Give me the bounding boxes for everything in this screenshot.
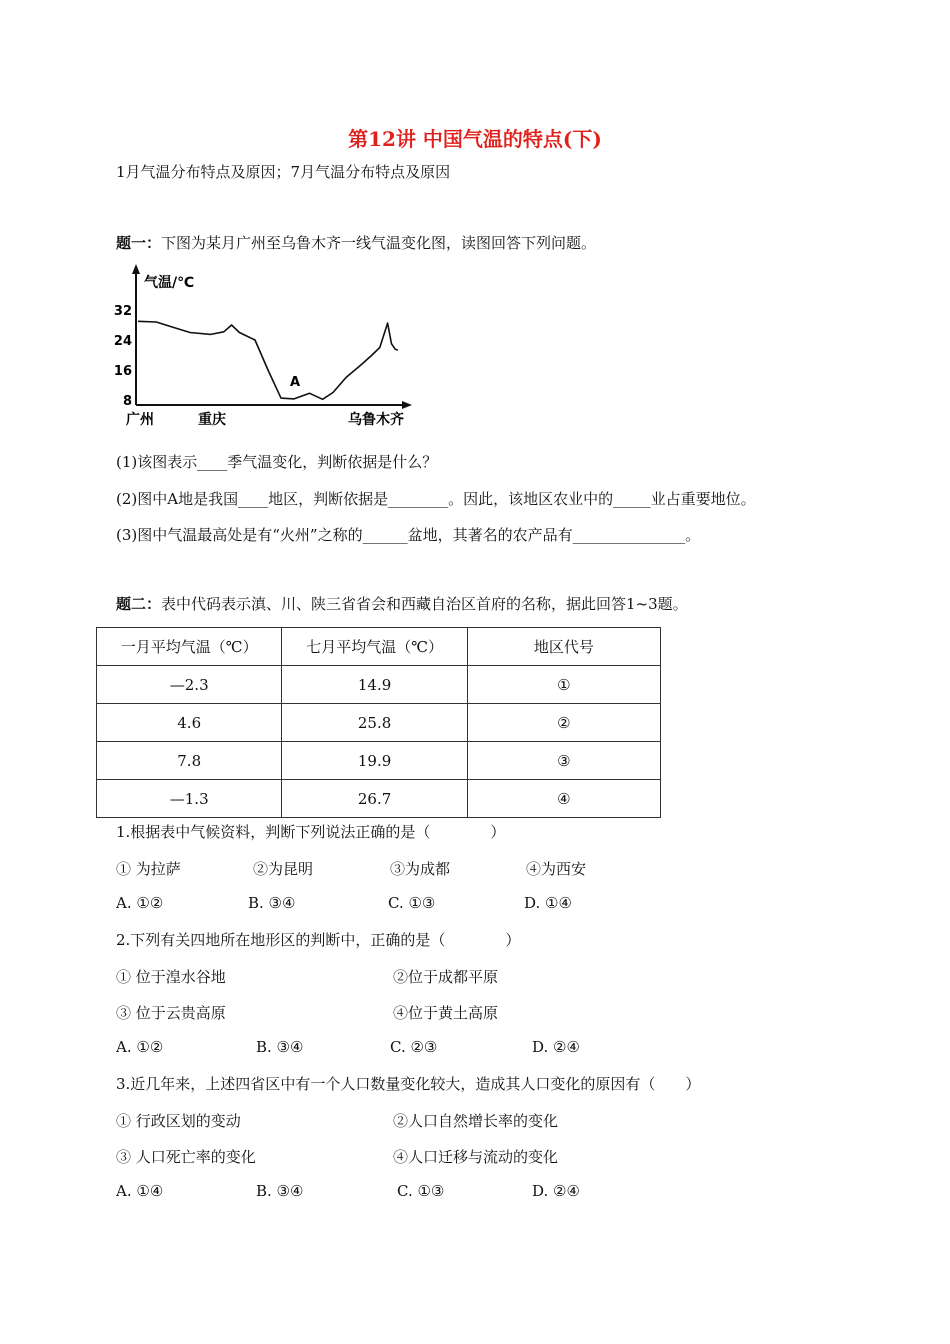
table-cell: —1.3 xyxy=(97,780,282,818)
item-3-statement: ③ 人口死亡率的变化 xyxy=(116,1148,256,1166)
item-2-choice-c[interactable]: C. ②③ xyxy=(390,1038,438,1056)
item-1-statement: ④为西安 xyxy=(526,860,587,878)
table-cell: ④ xyxy=(467,780,660,818)
item-3-choice-d[interactable]: D. ②④ xyxy=(532,1182,580,1200)
table-row xyxy=(97,742,661,780)
climate-table xyxy=(96,627,661,818)
table-header: 一月平均气温（℃） xyxy=(97,628,282,666)
item-1-choice-d[interactable]: D. ①④ xyxy=(524,894,572,912)
temperature-line xyxy=(138,321,398,399)
x-label-chongqing: 重庆 xyxy=(198,412,226,428)
table-cell: ① xyxy=(467,666,660,704)
table-header: 地区代号 xyxy=(467,628,660,666)
point-a-label: A xyxy=(290,375,301,390)
item-2-statement: ④位于黄土高原 xyxy=(393,1004,499,1022)
table-cell: 25.8 xyxy=(282,704,467,742)
y-tick-label: 16 xyxy=(113,364,132,379)
item-1-statement: ① 为拉萨 xyxy=(116,860,181,878)
intro-text: 1月气温分布特点及原因；7月气温分布特点及原因 xyxy=(116,163,451,181)
item-1-choice-c[interactable]: C. ①③ xyxy=(388,894,436,912)
table-cell: 19.9 xyxy=(282,742,467,780)
item-2-statement: ① 位于湟水谷地 xyxy=(116,968,226,986)
item-3-choice-a[interactable]: A. ①④ xyxy=(116,1182,164,1200)
table-cell: 7.8 xyxy=(97,742,282,780)
question-1-sub-3: (3)图中气温最高处是有“火州”之称的______盆地，其著名的农产品有_______________。 xyxy=(116,526,701,544)
y-axis-arrow xyxy=(132,264,140,274)
item-3-statement: ① 行政区划的变动 xyxy=(116,1112,241,1130)
x-label-urumqi: 乌鲁木齐 xyxy=(348,412,404,428)
question-2-stem xyxy=(116,594,688,614)
item-2-statement: ②位于成都平原 xyxy=(393,968,499,986)
table-row xyxy=(97,666,661,704)
question-2-label: 题二： xyxy=(116,595,162,613)
y-tick-label: 24 xyxy=(113,334,132,349)
item-1-stem: 1.根据表中气候资料，判断下列说法正确的是（ ） xyxy=(116,823,506,841)
item-1-statement: ③为成都 xyxy=(390,860,451,878)
question-1-sub-1: (1)该图表示____季气温变化，判断依据是什么？ xyxy=(116,453,438,471)
item-1-statement: ②为昆明 xyxy=(253,860,314,878)
table-row xyxy=(97,704,661,742)
table-row xyxy=(97,780,661,818)
table-cell: ③ xyxy=(467,742,660,780)
item-3-stem: 3.近几年来，上述四省区中有一个人口数量变化较大，造成其人口变化的原因有（ ） xyxy=(116,1075,701,1093)
item-1-choice-a[interactable]: A. ①② xyxy=(116,894,164,912)
table-header: 七月平均气温（℃） xyxy=(282,628,467,666)
x-axis-arrow xyxy=(402,401,412,409)
table-cell: —2.3 xyxy=(97,666,282,704)
y-tick-label: 8 xyxy=(122,394,132,409)
item-2-statement: ③ 位于云贵高原 xyxy=(116,1004,226,1022)
question-1-text: 下图为某月广州至乌鲁木齐一线气温变化图，读图回答下列问题。 xyxy=(161,234,597,252)
table-cell: 4.6 xyxy=(97,704,282,742)
table-cell: 26.7 xyxy=(282,780,467,818)
temperature-chart xyxy=(108,262,428,434)
table-cell: 14.9 xyxy=(282,666,467,704)
x-label-guangzhou: 广州 xyxy=(126,412,154,428)
item-2-choice-b[interactable]: B. ③④ xyxy=(256,1038,304,1056)
question-1-stem xyxy=(116,233,596,253)
table-header-row xyxy=(97,628,661,666)
y-axis-label: 气温/℃ xyxy=(144,275,195,291)
question-1-sub-2: (2)图中A地是我国____地区，判断依据是________。因此，该地区农业中的_____业占重要地位。 xyxy=(116,490,756,508)
item-3-statement: ④人口迁移与流动的变化 xyxy=(393,1148,559,1166)
page-title: 第12讲 中国气温的特点(下) xyxy=(348,127,602,151)
question-2-text: 表中代码表示滇、川、陕三省省会和西藏自治区首府的名称，据此回答1~3题。 xyxy=(161,595,688,613)
y-tick-label: 32 xyxy=(113,304,132,319)
item-2-choice-a[interactable]: A. ①② xyxy=(116,1038,164,1056)
table-cell: ② xyxy=(467,704,660,742)
item-3-choice-c[interactable]: C. ①③ xyxy=(397,1182,445,1200)
item-3-choice-b[interactable]: B. ③④ xyxy=(256,1182,304,1200)
item-2-choice-d[interactable]: D. ②④ xyxy=(532,1038,580,1056)
item-3-statement: ②人口自然增长率的变化 xyxy=(393,1112,559,1130)
item-1-choice-b[interactable]: B. ③④ xyxy=(248,894,296,912)
item-2-stem: 2.下列有关四地所在地形区的判断中，正确的是（ ） xyxy=(116,931,521,949)
question-1-label: 题一： xyxy=(116,234,162,252)
